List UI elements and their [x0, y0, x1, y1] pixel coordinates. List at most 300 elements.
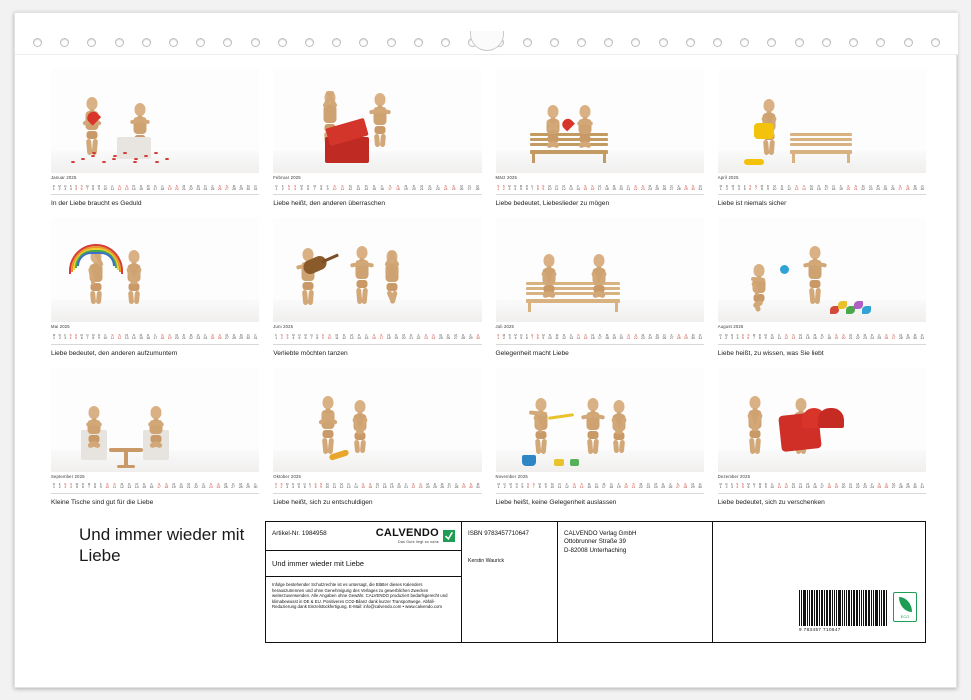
rose-petal	[134, 158, 138, 160]
calendar-day: M 20	[841, 482, 846, 490]
calendar-day: S 19	[834, 333, 839, 341]
calendar-day-number: 14	[357, 336, 361, 341]
calendar-day: D 11	[780, 183, 784, 191]
calendar-day: S 12	[117, 333, 122, 341]
barcode-bar	[851, 590, 852, 626]
month-panel-oktober[interactable]	[273, 368, 481, 509]
month-panel-august[interactable]	[718, 218, 926, 359]
mannequin-leg	[592, 439, 598, 454]
calendar-day-number: 26	[446, 336, 451, 341]
calendar-day: M 13	[124, 333, 129, 341]
calendar-day: D 13	[127, 482, 132, 490]
calendar-day: D 9	[97, 333, 101, 341]
calendar-day: D 27	[669, 183, 674, 191]
calendar-day-number: 1	[275, 336, 277, 341]
calendar-day-number: 10	[103, 186, 108, 191]
calendar-day: D 8	[93, 482, 97, 490]
calendar-day: D 7	[753, 482, 756, 490]
calendar-day: D 6	[525, 183, 529, 191]
calendar-day: F 15	[364, 333, 369, 341]
calendar-day-number: 10	[550, 485, 555, 490]
month-caption: Gelegenheit macht Liebe	[495, 349, 569, 357]
month-panel-september[interactable]	[51, 368, 259, 509]
divider	[273, 344, 481, 345]
calendar-day: D 1	[52, 183, 55, 191]
month-photo	[718, 368, 926, 472]
calendar-day-number: 30	[476, 336, 480, 341]
calendar-day: D 4	[737, 183, 741, 191]
calendar-day: F 26	[668, 482, 673, 490]
rose-petal	[102, 161, 106, 163]
binding-hole	[414, 38, 423, 47]
calendar-day: F 3	[64, 333, 67, 341]
barcode-bar	[884, 590, 885, 626]
month-panel-januar[interactable]	[51, 69, 259, 210]
calendar-day-number: 27	[453, 336, 458, 341]
month-panel-november[interactable]	[496, 368, 704, 509]
calendar-day: S 27	[898, 183, 903, 191]
photo-subjects	[273, 220, 481, 318]
calendar-day-number: 15	[372, 186, 376, 191]
calendar-day: F 1	[275, 333, 277, 341]
calendar-day: M 11	[555, 333, 559, 341]
calendar-day-number: 15	[587, 485, 591, 490]
rainbow-prop	[69, 244, 123, 274]
calendar-day: D 6	[305, 185, 311, 192]
calendar-day: M 23	[863, 333, 867, 341]
calendar-day: D 26	[662, 333, 667, 341]
calendar-day: F 5	[743, 183, 746, 191]
binding-hole	[196, 38, 205, 47]
calendar-day-number: 5	[75, 186, 78, 191]
calendar-day-number: 24	[203, 336, 208, 341]
calendar-day-number: 16	[149, 485, 154, 490]
month-caption: Liebe bedeutet, sich zu verschenken	[717, 498, 825, 506]
calendar-day: M 29	[239, 333, 244, 341]
calendar-day: M 17	[824, 183, 829, 191]
month-panel-juli[interactable]	[496, 218, 704, 359]
rose-petal	[71, 161, 75, 163]
month-caption: Liebe bedeutet, den anderen aufzumuntern	[51, 349, 178, 357]
month-day-strip	[51, 481, 259, 490]
calendar-day-number: 29	[246, 485, 250, 490]
calendar-day-number: 6	[525, 336, 528, 341]
rose-petal	[155, 161, 159, 163]
calendar-day: M 30	[246, 183, 251, 191]
calendar-day: M 21	[182, 183, 186, 191]
calendar-day-number: 27	[891, 485, 896, 490]
calendar-day: S 5	[741, 333, 744, 341]
calendar-day-number: 9	[321, 336, 324, 341]
calendar-day-number: 6	[749, 186, 752, 191]
calendar-day: F 10	[103, 333, 108, 341]
photo-subjects	[496, 370, 704, 468]
calendar-day-number: 3	[731, 485, 733, 490]
calendar-day: M 17	[597, 183, 602, 191]
calendar-day-number: 1	[52, 485, 55, 490]
calendar-day-number: 10	[325, 485, 330, 490]
calendar-day-number: 21	[419, 186, 424, 191]
calendar-day: S 4	[736, 482, 739, 490]
mannequin-leg	[380, 134, 386, 148]
calendar-day-number: 28	[676, 186, 681, 191]
calendar-day: M 26	[440, 482, 444, 490]
calendar-day: D 31	[698, 333, 703, 341]
calendar-day: D 15	[805, 333, 810, 341]
calendar-day: D 19	[612, 333, 617, 341]
barcode-bar	[861, 590, 862, 626]
photo-subjects	[273, 370, 481, 468]
calendar-day-number: 25	[883, 186, 888, 191]
month-panel-april[interactable]	[718, 69, 926, 210]
calendar-day: S 17	[386, 185, 394, 192]
calendar-day-number: 16	[590, 336, 595, 341]
calendar-day-number: 21	[853, 186, 858, 191]
binding-hole	[87, 38, 96, 47]
calendar-day: M 13	[791, 482, 796, 490]
calendar-day-number: 22	[861, 186, 866, 191]
calendar-day: S 28	[676, 333, 681, 341]
calendar-day: S 19	[167, 333, 172, 341]
calendar-day: S 8	[536, 183, 539, 191]
calendar-day: S 24	[431, 333, 436, 341]
calendar-day-number: 16	[590, 186, 595, 191]
barcode-bar	[836, 590, 837, 626]
calendar-day: M 12	[561, 183, 566, 191]
calendar-day-number: 20	[411, 186, 416, 191]
calendar-day-number: 27	[891, 336, 896, 341]
calendar-day: S 2	[502, 183, 505, 191]
calendar-day: S 2	[280, 333, 283, 341]
calendar-day: M 12	[339, 482, 344, 490]
calendar-day-number: 8	[92, 336, 95, 341]
calendar-day: S 12	[784, 333, 789, 341]
mannequin-figure	[317, 396, 339, 454]
calendar-day-number: 8	[536, 186, 539, 191]
calendar-day-number: 20	[619, 186, 624, 191]
photo-subjects	[718, 220, 926, 318]
calendar-day: M 9	[764, 333, 767, 341]
calendar-day: D 31	[920, 333, 925, 341]
calendar-day: D 16	[812, 482, 817, 490]
calendar-day: M 11	[335, 333, 339, 341]
calendar-day-number: 2	[725, 485, 728, 490]
calendar-day: S 1	[497, 183, 500, 191]
calendar-day-number: 19	[171, 485, 176, 490]
calendar-day: M 30	[913, 333, 917, 341]
calendar-day: M 1	[719, 183, 723, 191]
calendar-day-number: 7	[531, 186, 534, 191]
calendar-day-number: 8	[314, 485, 317, 490]
month-caption: Liebe heißt, sich zu entschuldigen	[273, 498, 373, 506]
calendar-day: S 11	[110, 333, 115, 341]
calendar-day: M 7	[86, 183, 89, 191]
calendar-day: F 21	[404, 482, 409, 490]
calendar-day: D 30	[698, 482, 703, 490]
calendar-day: M 28	[232, 183, 236, 191]
calendar-day-number: 21	[186, 485, 191, 490]
calendar-day-number: 30	[246, 336, 251, 341]
calendar-day-number: 13	[569, 186, 573, 191]
rose-petal	[112, 158, 116, 160]
calendar-day-number: 2	[58, 485, 61, 490]
month-panel-juni[interactable]	[273, 218, 481, 359]
month-photo	[51, 368, 259, 472]
mannequin-figure	[530, 398, 552, 454]
calendar-day-number: 29	[468, 336, 473, 341]
calendar-day: D 29	[906, 333, 910, 341]
isbn-value: 9783457710647	[484, 530, 529, 537]
calendar-day: M 10	[772, 183, 777, 191]
barcode-bar	[812, 590, 813, 626]
calendar-day: M 10	[547, 183, 552, 191]
barcode-bar	[868, 590, 869, 626]
calendar-day-number: 19	[834, 336, 839, 341]
barcode-bar	[829, 590, 830, 626]
calendar-day-number: 3	[287, 186, 290, 191]
calendar-day-number: 17	[824, 186, 829, 191]
month-photo	[496, 218, 704, 322]
calendar-day-number: 5	[521, 485, 524, 490]
binding-hole	[142, 38, 151, 47]
calendar-day: M 19	[402, 185, 410, 192]
month-day-strip	[273, 481, 481, 490]
month-day-strip	[496, 332, 704, 341]
calendar-day-number: 28	[905, 186, 910, 191]
calendar-day-number: 2	[725, 186, 728, 191]
calendar-day: M 17	[602, 482, 606, 490]
calendar-day-number: 7	[309, 485, 312, 490]
calendar-day-number: 23	[424, 336, 428, 341]
calendar-day-number: 30	[468, 485, 473, 490]
calendar-day: D 4	[291, 482, 295, 490]
month-panel-märz[interactable]	[496, 69, 704, 210]
calendar-day-number: 24	[648, 186, 652, 191]
calendar-day-number: 4	[514, 186, 517, 191]
calendar-day: S 13	[124, 183, 129, 191]
calendar-day-number: 17	[157, 485, 161, 490]
month-panel-dezember[interactable]	[718, 368, 926, 509]
calendar-day: D 21	[848, 482, 853, 490]
calendar-day: D 9	[544, 482, 547, 490]
calendar-day: M 5	[298, 185, 305, 192]
calendar-day-number: 23	[863, 336, 867, 341]
divider	[496, 493, 704, 494]
calendar-day-number: 18	[164, 485, 169, 490]
month-caption: Liebe heißt, keine Gelegenheit auslassen	[495, 498, 617, 506]
calendar-day: F 29	[468, 333, 473, 341]
calendar-day-number: 30	[246, 186, 251, 191]
divider	[51, 493, 259, 494]
calendar-day-number: 7	[532, 485, 535, 490]
calendar-day: M 20	[174, 333, 179, 341]
binding-hole	[332, 38, 341, 47]
calendar-day-number: 26	[217, 186, 222, 191]
barcode-bar	[849, 590, 850, 626]
calendar-day-number: 5	[743, 186, 746, 191]
calendar-day: M 3	[731, 183, 735, 191]
calendar-day: M 9	[97, 183, 101, 191]
month-photo	[273, 218, 481, 322]
calendar-day-number: 18	[604, 186, 609, 191]
month-panel-mai[interactable]	[51, 218, 259, 359]
calendar-day-number: 14	[802, 186, 806, 191]
calendar-day: S 4	[292, 185, 298, 192]
calendar-day: D 15	[139, 183, 143, 191]
calendar-day-number: 10	[105, 485, 110, 490]
calendar-day: S 24	[442, 185, 450, 192]
calendar-day: F 7	[531, 183, 534, 191]
calendar-day-number: 23	[641, 336, 645, 341]
calendar-day: D 3	[731, 333, 734, 341]
calendar-day: D 30	[246, 333, 251, 341]
calendar-day: D 23	[863, 482, 867, 490]
calendar-day-number: 28	[898, 485, 903, 490]
calendar-day: D 12	[562, 333, 566, 341]
binding-hole	[359, 38, 368, 47]
calendar-day: D 23	[868, 183, 873, 191]
calendar-day-number: 1	[497, 186, 500, 191]
calendar-day-number: 31	[476, 485, 480, 490]
calendar-day: F 17	[153, 333, 158, 341]
calendar-day: S 20	[624, 482, 629, 490]
calendar-day-number: 17	[597, 186, 602, 191]
calendar-day-number: 24	[876, 186, 880, 191]
calendar-day-number: 23	[201, 485, 206, 490]
calendar-day: D 20	[397, 482, 401, 490]
calendar-day: M 21	[186, 482, 191, 490]
calendar-day-number: 23	[640, 186, 645, 191]
calendar-day: F 21	[626, 183, 631, 191]
calendar-day: M 7	[311, 185, 318, 192]
calendar-day: M 25	[655, 333, 660, 341]
calendar-day-number: 27	[224, 336, 229, 341]
calendar-day: F 22	[416, 333, 421, 341]
barcode-bar	[879, 590, 880, 626]
mannequin-hips	[87, 131, 98, 139]
month-name-label: Dezember 2025	[717, 473, 751, 479]
month-caption: Liebe heißt, zu wissen, was Sie liebt	[717, 349, 824, 357]
calendar-day-number: 9	[326, 186, 329, 191]
barcode-bar	[799, 590, 800, 626]
calendar-day-number: 1	[52, 186, 55, 191]
binding-hole	[767, 38, 776, 47]
mannequin-leg	[540, 439, 546, 454]
calendar-day: M 24	[876, 183, 880, 191]
month-name-label: Januar 2025	[51, 175, 77, 180]
calendar-day: S 2	[280, 482, 283, 490]
calendar-day-number: 7	[310, 336, 313, 341]
calendar-day: M 14	[362, 185, 370, 192]
imprint-column-isbn	[462, 522, 558, 642]
photo-subjects	[718, 370, 926, 468]
calendar-day-number: 16	[812, 336, 817, 341]
calendar-day: D 27	[466, 185, 474, 192]
calendar-day: D 15	[142, 482, 147, 490]
calendar-day: D 5	[520, 333, 523, 341]
calendar-day-number: 2	[725, 336, 728, 341]
barcode-bar	[856, 590, 857, 626]
calendar-day: D 8	[758, 333, 761, 341]
calendar-day-number: 5	[76, 485, 78, 490]
calendar-day: F 25	[877, 333, 882, 341]
calendar-day: M 26	[223, 482, 228, 490]
binding-hole	[223, 38, 232, 47]
calendar-day: D 19	[394, 333, 399, 341]
calendar-day: M 8	[758, 482, 762, 490]
calendar-day-number: 30	[691, 186, 695, 191]
divider	[273, 493, 481, 494]
month-caption: In der Liebe braucht es Geduld	[51, 200, 142, 208]
calendar-day: D 17	[597, 333, 602, 341]
calendar-day-number: 5	[300, 186, 303, 191]
calendar-day: S 27	[224, 183, 229, 191]
calendar-day-number: 2	[281, 186, 284, 191]
calendar-day-number: 14	[798, 336, 803, 341]
month-panel-februar[interactable]	[273, 69, 481, 210]
calendar-day-number: 7	[313, 186, 316, 191]
calendar-day-number: 20	[841, 485, 846, 490]
calendar-day-number: 18	[160, 186, 165, 191]
calendar-day: M 31	[698, 183, 703, 191]
calendar-day: F 11	[110, 183, 115, 191]
calendar-day-number: 26	[662, 336, 667, 341]
calendar-day-number: 1	[719, 186, 722, 191]
calendar-day-number: 13	[346, 485, 351, 490]
calendar-day: F 6	[525, 333, 528, 341]
calendar-day-number: 19	[834, 485, 839, 490]
calendar-day-number: 23	[435, 186, 440, 191]
month-grid	[51, 69, 926, 509]
calendar-day: M 5	[519, 183, 523, 191]
barcode-bar	[842, 590, 843, 626]
calendar-day-number: 26	[662, 186, 667, 191]
calendar-day: D 21	[409, 333, 413, 341]
calendar-day-number: 16	[816, 186, 821, 191]
calendar-day: F 28	[454, 482, 459, 490]
calendar-day: D 2	[725, 482, 728, 490]
mannequin-figure	[351, 246, 373, 304]
calendar-day: M 22	[861, 183, 866, 191]
mannequin-figure	[381, 250, 403, 304]
mannequin-leg	[134, 291, 140, 305]
calendar-day: S 15	[361, 482, 365, 490]
calendar-day: M 21	[418, 185, 426, 192]
calendar-day: F 31	[253, 333, 258, 341]
calendar-day: F 8	[316, 333, 319, 341]
photo-subjects	[718, 71, 926, 169]
calendar-day: S 21	[626, 333, 631, 341]
calendar-day: S 29	[684, 333, 688, 341]
calendar-day: D 23	[646, 482, 651, 490]
calendar-day: S 8	[314, 482, 317, 490]
calendar-day-number: 9	[99, 485, 102, 490]
calendar-day-number: 10	[770, 485, 775, 490]
calendar-day: D 12	[342, 333, 347, 341]
calendar-day: S 6	[749, 183, 752, 191]
barcode-bar	[821, 590, 822, 626]
calendar-day-number: 5	[297, 485, 300, 490]
barcode-bar	[859, 590, 860, 626]
calendar-day-number: 2	[503, 485, 506, 490]
calendar-day-number: 22	[633, 186, 638, 191]
barcode-bar	[801, 590, 802, 626]
isbn-line	[468, 530, 529, 537]
calendar-day-number: 28	[238, 485, 243, 490]
footer-imprint-area	[51, 521, 926, 649]
month-caption: Liebe heißt, den anderen überraschen	[273, 200, 386, 208]
article-number-label: Artikel-Nr.	[272, 530, 301, 537]
